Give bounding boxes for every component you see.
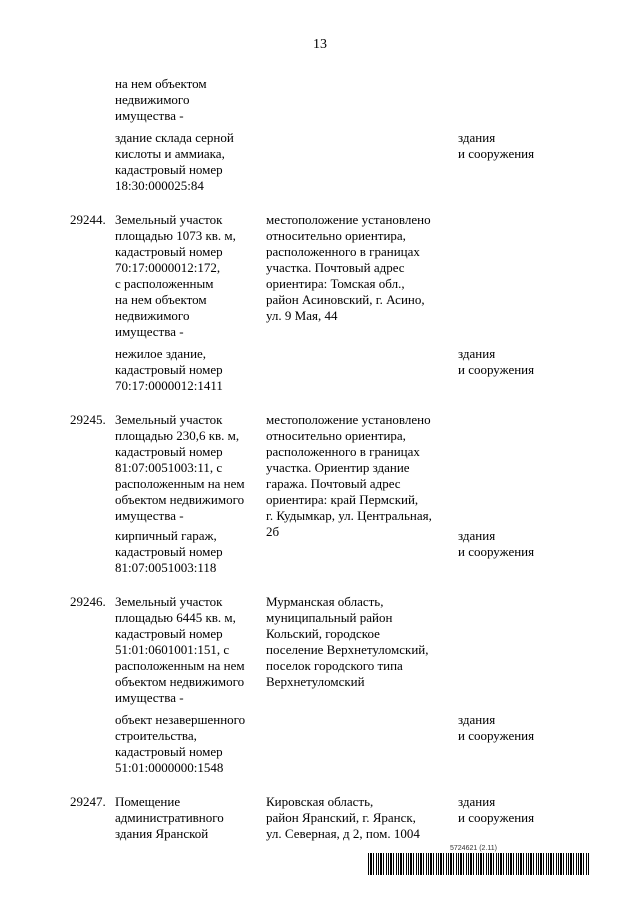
sub-object-description: кирпичный гараж, кадастровый номер 81:07:0051003:118 xyxy=(115,528,223,575)
sub-object-type: здания и сооружения xyxy=(458,346,535,377)
registry-entry xyxy=(0,794,640,842)
sub-object-type: здания и сооружения xyxy=(458,528,535,559)
entry-location: Мурманская область, муниципальный район Кольский, городское поселение Верхнетуломский, поселок городского типа Верхнетуломский xyxy=(266,594,429,689)
barcode-image xyxy=(368,853,590,875)
entry-location: местоположение установлено относительно ориентира, расположенного в границах участка. Ориентир здание гаража. Почтовый адрес ориентира: край Пермский, г. Кудымкар, ул. Центральная, 2б xyxy=(266,412,432,539)
sub-object-description: здание склада серной кислоты и аммиака, кадастровый номер 18:30:000025:84 xyxy=(115,130,234,193)
sub-object-row xyxy=(0,712,640,776)
sub-object-row xyxy=(0,130,640,194)
page-number: 13 xyxy=(313,37,327,52)
entry-number: 29247. xyxy=(70,794,106,809)
sub-object-description: объект незавершенного строительства, кадастровый номер 51:01:0000000:1548 xyxy=(115,712,246,775)
sub-object-row xyxy=(0,346,640,394)
document-code: 5724621 (2.11) xyxy=(450,845,497,852)
registry-entry xyxy=(0,76,640,194)
entry-number: 29244. xyxy=(70,212,106,227)
registry-table xyxy=(0,76,640,842)
entry-location: Кировская область, район Яранский, г. Яранск, ул. Северная, д 2, пом. 1004 xyxy=(266,794,420,841)
entry-number: 29246. xyxy=(70,594,106,609)
entry-type: здания и сооружения xyxy=(458,794,535,825)
sub-object-type: здания и сооружения xyxy=(458,712,535,743)
entry-description: Земельный участок площадью 6445 кв. м, кадастровый номер 51:01:0601001:151, с расположенным на нем объектом недвижимого имущества - xyxy=(115,594,245,705)
entry-number: 29245. xyxy=(70,412,106,427)
registry-entry xyxy=(0,412,640,576)
entry-description: Земельный участок площадью 1073 кв. м, кадастровый номер 70:17:0000012:172, с расположенным на нем объектом недвижимого имущества - xyxy=(115,212,236,339)
sub-object-type: здания и сооружения xyxy=(458,130,535,161)
entry-description: Помещение административного здания Яранской xyxy=(115,794,224,841)
entry-description: Земельный участок площадью 230,6 кв. м, кадастровый номер 81:07:0051003:11, с расположенным на нем объектом недвижимого имущества - xyxy=(115,412,245,523)
entry-location: местоположение установлено относительно ориентира, расположенного в границах участка. Почтовый адрес ориентира: Томская обл., район Асиновский, г. Асино, ул. 9 Мая, 44 xyxy=(266,212,431,323)
registry-entry xyxy=(0,594,640,776)
entry-description: на нем объектом недвижимого имущества - xyxy=(115,76,207,123)
registry-entry xyxy=(0,212,640,394)
sub-object-description: нежилое здание, кадастровый номер 70:17:0000012:1411 xyxy=(115,346,223,393)
